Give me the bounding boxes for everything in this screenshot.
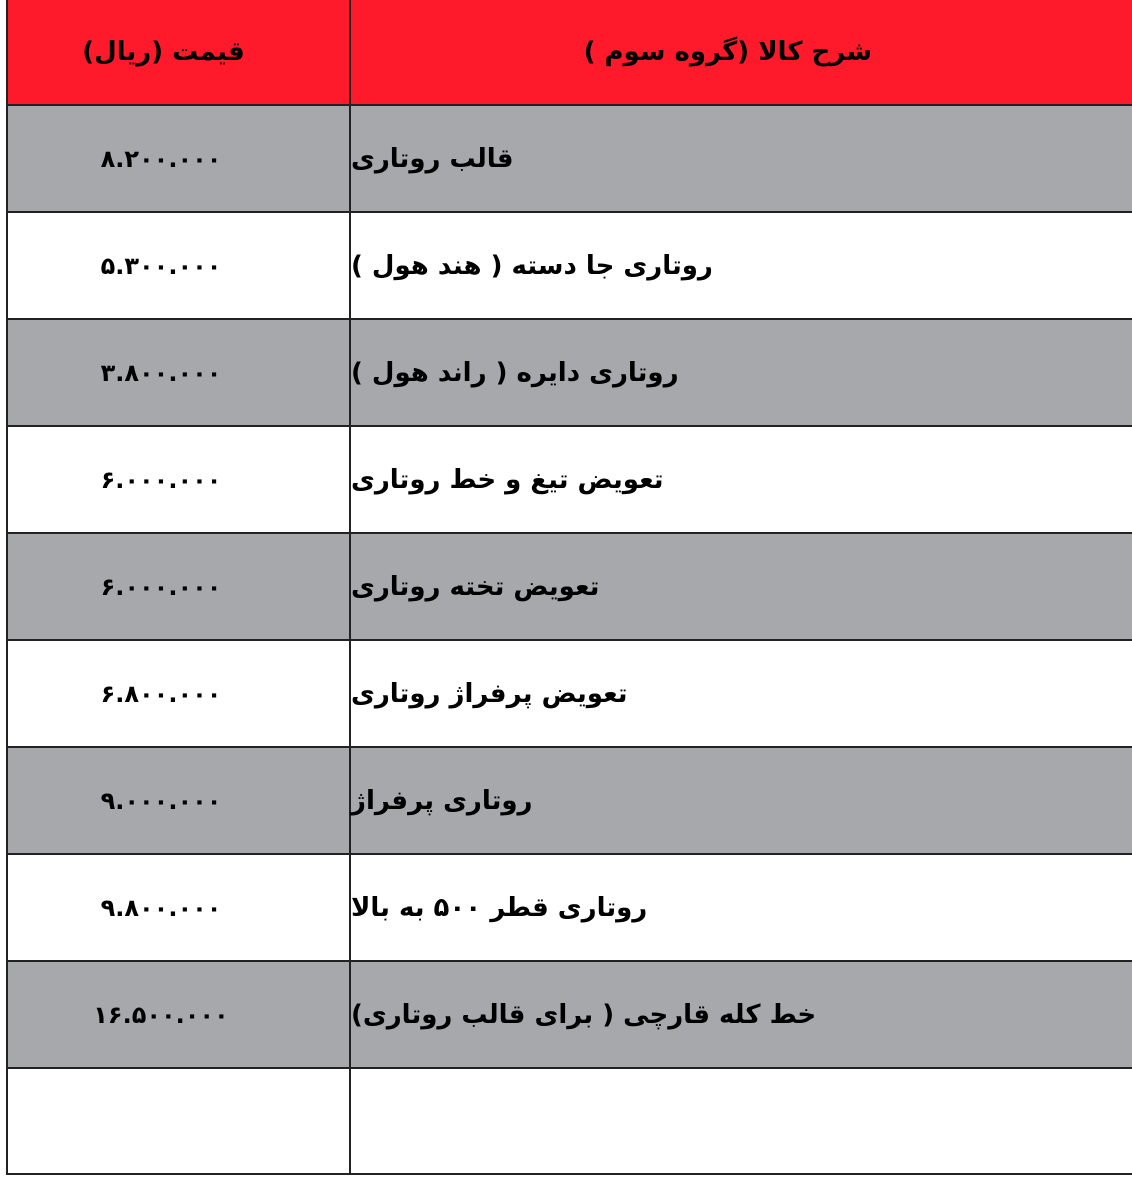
description-cell: روتاری دایره ( راند هول ): [351, 357, 679, 388]
price-cell: ۸.۲۰۰.۰۰۰: [8, 106, 351, 211]
price-cell: ۹.۰۰۰.۰۰۰: [8, 748, 351, 853]
table-row: [8, 534, 1132, 641]
price-cell: ۶.۸۰۰.۰۰۰: [8, 641, 351, 746]
table-row: [8, 213, 1132, 320]
price-cell: ۶.۰۰۰.۰۰۰: [8, 534, 351, 639]
description-cell: تعویض تخته روتاری: [351, 571, 600, 602]
table-row: [8, 855, 1132, 962]
description-cell: [351, 1069, 1132, 1173]
description-cell: تعویض تیغ و خط روتاری: [351, 464, 664, 495]
table-row: [8, 1069, 1132, 1173]
table-row: [8, 320, 1132, 427]
price-table: [6, 0, 1132, 1175]
description-cell: قالب روتاری: [351, 143, 514, 174]
table-row: [8, 641, 1132, 748]
description-cell: تعویض پرفراژ روتاری: [351, 678, 628, 709]
description-cell: روتاری قطر ۵۰۰ به بالا: [351, 892, 648, 923]
price-cell: ۳.۸۰۰.۰۰۰: [8, 320, 351, 425]
price-cell: ۶.۰۰۰.۰۰۰: [8, 427, 351, 532]
price-column-header: قیمت (ریال): [8, 0, 351, 104]
table-row: [8, 748, 1132, 855]
price-cell: [8, 1069, 351, 1173]
price-cell: ۹.۸۰۰.۰۰۰: [8, 855, 351, 960]
table-row: [8, 106, 1132, 213]
description-cell: خط کله قارچی ( برای قالب روتاری): [351, 999, 817, 1030]
description-column-header: شرح کالا (گروه سوم ): [583, 37, 872, 67]
description-cell: روتاری پرفراژ: [351, 785, 533, 816]
price-cell: ۱۶.۵۰۰.۰۰۰: [8, 962, 351, 1067]
table-row: [8, 427, 1132, 534]
table-header-row: [8, 0, 1132, 106]
price-cell: ۵.۳۰۰.۰۰۰: [8, 213, 351, 318]
description-cell: روتاری جا دسته ( هند هول ): [351, 250, 713, 281]
table-row: [8, 962, 1132, 1069]
